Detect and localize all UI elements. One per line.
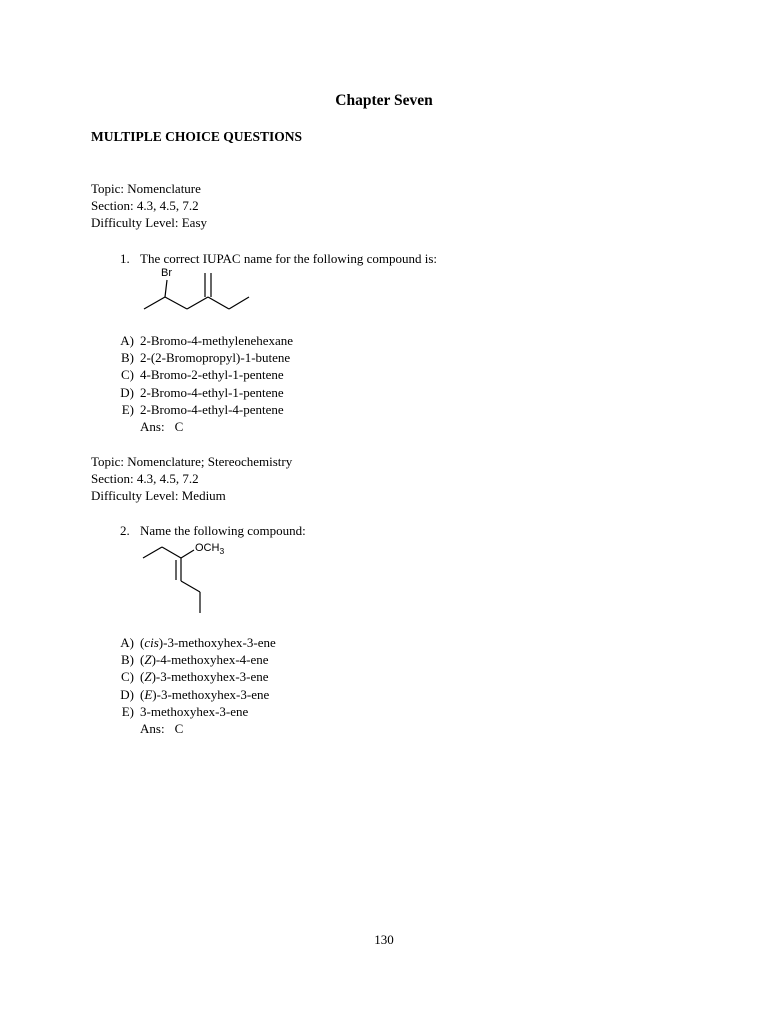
option-text: (E)-3-methoxyhex-3-ene [140,687,270,702]
option-letter: B) [121,652,134,667]
question-number: 1. [120,251,130,266]
chapter-title: Chapter Seven [335,92,433,109]
topic-line: Topic: Nomenclature [91,181,201,196]
option-letter: A) [120,333,134,348]
answer-value: C [174,419,184,434]
difficulty-line: Difficulty Level: Medium [91,488,226,503]
topic-line: Topic: Nomenclature; Stereochemistry [91,454,293,469]
option-text: 2-Bromo-4-methylenehexane [140,333,294,348]
question-prompt: The correct IUPAC name for the following compound is: [140,251,438,266]
option-letter: E) [121,704,134,719]
option-letter: D) [120,687,134,702]
option-text: 2-(2-Bromopropyl)-1-butene [140,350,291,365]
answer-line [140,720,183,737]
bromine-label: Br [161,267,172,279]
difficulty-line: Difficulty Level: Easy [91,215,208,230]
question-prompt: Name the following compound: [140,523,306,538]
option-text: (cis)-3-methoxyhex-3-ene [140,635,276,650]
option-letter: E) [121,402,134,417]
option-letter: D) [120,385,134,400]
option-letter: A) [120,635,134,650]
stereo-descriptor: E [144,687,153,702]
option-text: 2-Bromo-4-ethyl-4-pentene [140,402,284,417]
answer-label: Ans: [140,419,165,434]
stereo-descriptor: Z [144,652,152,667]
option-letter: C) [121,367,134,382]
section-line: Section: 4.3, 4.5, 7.2 [91,471,199,486]
section-heading: MULTIPLE CHOICE QUESTIONS [91,129,303,144]
option-text: 2-Bromo-4-ethyl-1-pentene [140,385,284,400]
option-text: (Z)-4-methoxyhex-4-ene [140,652,269,667]
methoxy-label: $OCH_3$ [195,542,225,556]
stereo-descriptor: Z [144,669,152,684]
page-number: 130 [374,932,394,947]
section-line: Section: 4.3, 4.5, 7.2 [91,198,199,213]
question-number: 2. [120,523,130,538]
option-letter: B) [121,350,134,365]
answer-label: Ans: [140,721,165,736]
option-text: (Z)-3-methoxyhex-3-ene [140,669,269,684]
answer-value: C [174,721,184,736]
stereo-descriptor: cis [144,635,159,650]
option-text: 3-methoxyhex-3-ene [140,704,249,719]
option-text: 4-Bromo-2-ethyl-1-pentene [140,367,284,382]
option-letter: C) [121,669,134,684]
